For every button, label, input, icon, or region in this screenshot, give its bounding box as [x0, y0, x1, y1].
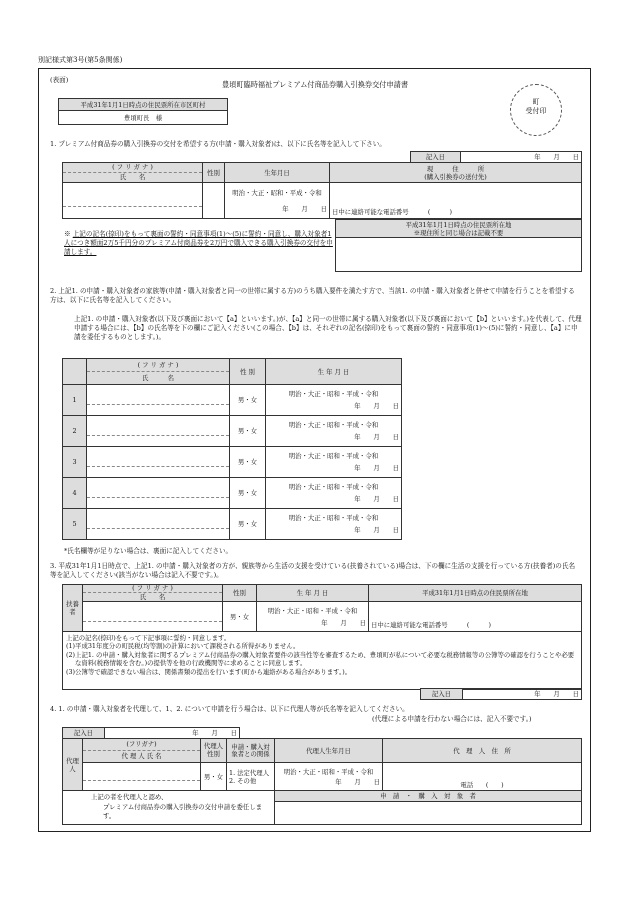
agent-sex-field[interactable]: 男・女 — [201, 763, 227, 791]
supporter-side-label: 扶養者 — [63, 585, 83, 632]
ymd: 年 月 日 — [321, 618, 366, 627]
ymd: 年 月 日 — [354, 526, 399, 534]
family-furigana-label: ( フ リ ガ ナ ) — [87, 359, 229, 372]
family-dob-header: 生 年 月 日 — [266, 359, 402, 385]
family-name-label: 氏 名 — [142, 374, 174, 382]
agent-address-field[interactable] — [383, 763, 582, 791]
section3-table — [62, 584, 582, 690]
row-number: 1 — [63, 385, 87, 416]
family-dob-field[interactable] — [266, 385, 402, 416]
section2-table — [62, 358, 402, 540]
era-options: 明治・大正・昭和・平成・令和 — [288, 421, 379, 429]
applicant-name-field[interactable] — [63, 183, 203, 219]
delegate-text: プレミアム付商品券の購入引換券の交付申請を委任します。 — [103, 802, 263, 821]
family-dob-field[interactable] — [266, 447, 402, 478]
supporter-dob-field[interactable] — [257, 602, 369, 632]
family-name-field[interactable] — [87, 416, 230, 447]
applicant-sex-field[interactable] — [203, 183, 225, 219]
supporter-name-field[interactable] — [83, 602, 223, 632]
family-sex-field[interactable]: 男・女 — [230, 416, 266, 447]
ymd: 年 月 日 — [354, 433, 399, 441]
consent-line: 上記の記名(捺印)をもって下記事項に誓約・同意します。 — [66, 634, 231, 642]
ymd: 年 月 日 — [282, 204, 327, 213]
form-reference: 別記様式第3号(第5条関係) — [38, 56, 123, 64]
section4-heading-note: (代理による申請を行わない場合には、記入不要です。) — [372, 715, 532, 723]
residence-field[interactable] — [336, 238, 582, 272]
furigana-label: ( フ リ ガ ナ ) — [63, 163, 202, 173]
section3-entry-date — [420, 688, 582, 700]
entry-date-field[interactable]: 年 月 日 — [461, 152, 582, 163]
agent-furigana-label: (フリガナ) — [83, 739, 200, 751]
dob-header: 生年月日 — [225, 163, 330, 183]
entry-date-field[interactable]: 年 月 日 — [105, 728, 240, 739]
supporter-sex-header: 性別 — [223, 585, 257, 602]
stamp-line2: 受付印 — [525, 107, 547, 116]
era-options: 明治・大正・昭和・平成・令和 — [288, 452, 379, 460]
supporter-dob-header: 生 年 月 日 — [257, 585, 369, 602]
address-note: (購入引換券の送付先) — [424, 172, 487, 181]
supporter-sex-field[interactable]: 男・女 — [223, 602, 257, 632]
family-name-header — [87, 359, 230, 385]
residence-note: ※現住所と同じ場合は記載不要 — [413, 228, 504, 237]
agent-dob-field[interactable] — [275, 763, 383, 791]
delegate-text: 上記の者を代理人と認め、 — [91, 793, 168, 802]
consent-line: (1)平成31年度分の町民税(均等割)の計算において課税される所得がありません。 — [66, 642, 300, 651]
agent-address-header: 代 理 人 住 所 — [383, 739, 582, 763]
entry-date-field[interactable]: 年 月 日 — [463, 689, 582, 700]
agent-relation-header: 申請・購入対象者との関係 — [227, 739, 275, 763]
supporter-name-header — [83, 585, 223, 602]
section1-table — [62, 162, 582, 219]
address-header — [330, 163, 582, 183]
family-name-field[interactable] — [87, 447, 230, 478]
agent-side-label: 代理人 — [63, 739, 83, 791]
family-sex-header: 性 別 — [230, 359, 266, 385]
entry-date-label: 記入日 — [411, 152, 461, 163]
delegation-statement — [63, 791, 275, 825]
phone-field: 電話 ( ) — [460, 781, 504, 789]
agent-sex-header: 代理人性別 — [201, 739, 227, 763]
era-options: 明治・大正・昭和・平成・令和 — [267, 606, 358, 615]
agent-name-label: 代 理 人 氏 名 — [121, 752, 162, 760]
phone-field: 日中に連絡可能な電話番号 ( ) — [371, 621, 492, 629]
section3-heading: 3. 平成31年1月1日時点で、上記1. の申請・購入対象者の方が、親族等から生活の支援を受けている(扶養されている)場合は、下の欄に生活の支援を行っている方(扶養者)の氏名等を記入してください(該当がない場合は記入不要です。)。 — [50, 562, 576, 579]
family-sex-field[interactable]: 男・女 — [230, 447, 266, 478]
residence-label: 平成31年1月1日時点の住民票所在地 — [405, 220, 512, 229]
consent-line: (2)上記1. の申請・購入対象者に関するプレミアム付商品券の購入対象者要件の該当性等を審査するため、豊頃町が私について必要な税務情報等の公簿等の確認を行うことや必要な資料(税務情報を含む。)の提供等を他の行政機関等に求めることに同意します。 — [66, 650, 575, 668]
family-dob-field[interactable] — [266, 509, 402, 540]
name-header — [63, 163, 203, 183]
consent-line: (3)公簿等で確認できない場合は、関係書類の提出を行います(町から連絡がある場合があります。)。 — [66, 667, 352, 676]
row-number: 4 — [63, 478, 87, 509]
era-options: 明治・大正・昭和・平成・令和 — [288, 483, 379, 491]
municipality-label: 平成31年1月1日時点の住民票所在市区町村 — [59, 99, 228, 111]
row-number: 5 — [63, 509, 87, 540]
family-name-field[interactable] — [87, 478, 230, 509]
ymd: 年 月 日 — [354, 464, 399, 472]
residence-table — [335, 219, 582, 272]
supporter-residence-header: 平成31年1月1日時点の住民票所在地 — [369, 585, 582, 602]
residence-header — [336, 220, 582, 238]
page-title: 豊頃町臨時福祉プレミアム付商品券購入引換券交付申請書 — [221, 80, 409, 89]
reception-stamp-area — [510, 84, 562, 136]
agent-name-field[interactable] — [83, 763, 201, 791]
family-dob-field[interactable] — [266, 416, 402, 447]
section2-heading: 2. 上記1. の申請・購入対象者の家族等(申請・購入対象者と同一の世帯に属する方)のうち購入要件を満たす方で、当該1. の申請・購入対象者と併せて申請を行うことを希望する方は、以下に氏名等を記入してください。 — [50, 287, 575, 304]
agent-relation-field[interactable] — [227, 763, 275, 791]
section1-heading: 1. プレミアム付商品券の購入引換券の交付を希望する方(申請・購入対象者)は、以下に氏名等を記入して下さい。 — [50, 140, 386, 148]
relation-option[interactable]: 2. その他 — [229, 776, 257, 785]
supporter-furigana-label: ( フ リ ガ ナ ) — [83, 585, 222, 593]
note-text: 上記の記名(捺印)をもって裏面の誓約・同意事項(1)～(5)に誓約・同意し、購入対象者1人につき額面2万5千円分のプレミアム付商品券を2万円で購入できる購入引換券の交付を申請します。 — [64, 230, 333, 256]
entry-date-label: 記入日 — [421, 689, 463, 700]
section4-table — [62, 738, 582, 825]
applicant-label: 申 請 ・ 購 入 対 象 者 — [275, 791, 581, 802]
applicant-address-field[interactable] — [330, 183, 582, 219]
ymd: 年 月 日 — [354, 495, 399, 503]
era-options: 明治・大正・昭和・平成・令和 — [288, 390, 379, 398]
supporter-name-label: 氏 名 — [139, 593, 166, 601]
note-prefix: ※ — [64, 230, 71, 238]
row-num-header — [63, 359, 87, 385]
section4-heading: 4. 1. の申請・購入対象者を代理して、1、2. について申請を行う場合は、以下に代理人等が氏名等を記入してください。 — [50, 705, 409, 713]
family-dob-field[interactable] — [266, 478, 402, 509]
applicant-signature-area[interactable] — [275, 791, 582, 825]
family-sex-field[interactable]: 男・女 — [230, 509, 266, 540]
agent-dob-header: 代理人生年月日 — [275, 739, 383, 763]
era-options: 明治・大正・昭和・平成・令和 — [288, 514, 379, 522]
relation-option[interactable]: 1. 法定代理人 — [229, 768, 270, 777]
phone-field: 日中に連絡可能な電話番号 ( ) — [332, 208, 453, 216]
section2-footnote: *氏名欄等が足りない場合は、裏面に記入してください。 — [64, 547, 233, 555]
sex-header: 性別 — [203, 163, 225, 183]
supporter-consent — [63, 632, 582, 690]
entry-date-label: 記入日 — [63, 728, 105, 739]
agent-name-header — [83, 739, 201, 763]
family-name-field[interactable] — [87, 509, 230, 540]
row-number: 2 — [63, 416, 87, 447]
stamp-line1: 町 — [532, 98, 540, 106]
supporter-residence-field[interactable] — [369, 602, 582, 632]
section2-paragraph: 上記1. の申請・購入対象者(以下及び裏面において【a】といいます。)が、【a】と同一の世帯に属する購入対象者(以下及び裏面において【b】といいます。)を代表して、代理申請する場合には、【b】の氏名等を下の欄にご記入ください(この場合、【b】は、それぞれの記名(捺印)をもって裏面の誓約・同意事項(1)～(5)に誓約・同意し、【a】に申請を委任するものとします。)。 — [74, 315, 582, 341]
family-sex-field[interactable]: 男・女 — [230, 385, 266, 416]
applicant-dob-field[interactable] — [225, 183, 330, 219]
name-label: 氏 名 — [119, 173, 146, 181]
side-label: (表面) — [50, 76, 69, 84]
era-options: 明治・大正・昭和・平成・令和 — [283, 767, 374, 776]
address-label: 現 住 所 — [426, 164, 485, 173]
family-sex-field[interactable]: 男・女 — [230, 478, 266, 509]
section1-note — [64, 230, 334, 257]
era-options: 明治・大正・昭和・平成・令和 — [232, 188, 322, 197]
ymd: 年 月 日 — [354, 402, 399, 410]
row-number: 3 — [63, 447, 87, 478]
ymd: 年 月 日 — [335, 777, 380, 786]
addressee-box — [58, 98, 228, 125]
family-name-field[interactable] — [87, 385, 230, 416]
mayor-addressee: 豊頃町長 様 — [59, 111, 228, 125]
